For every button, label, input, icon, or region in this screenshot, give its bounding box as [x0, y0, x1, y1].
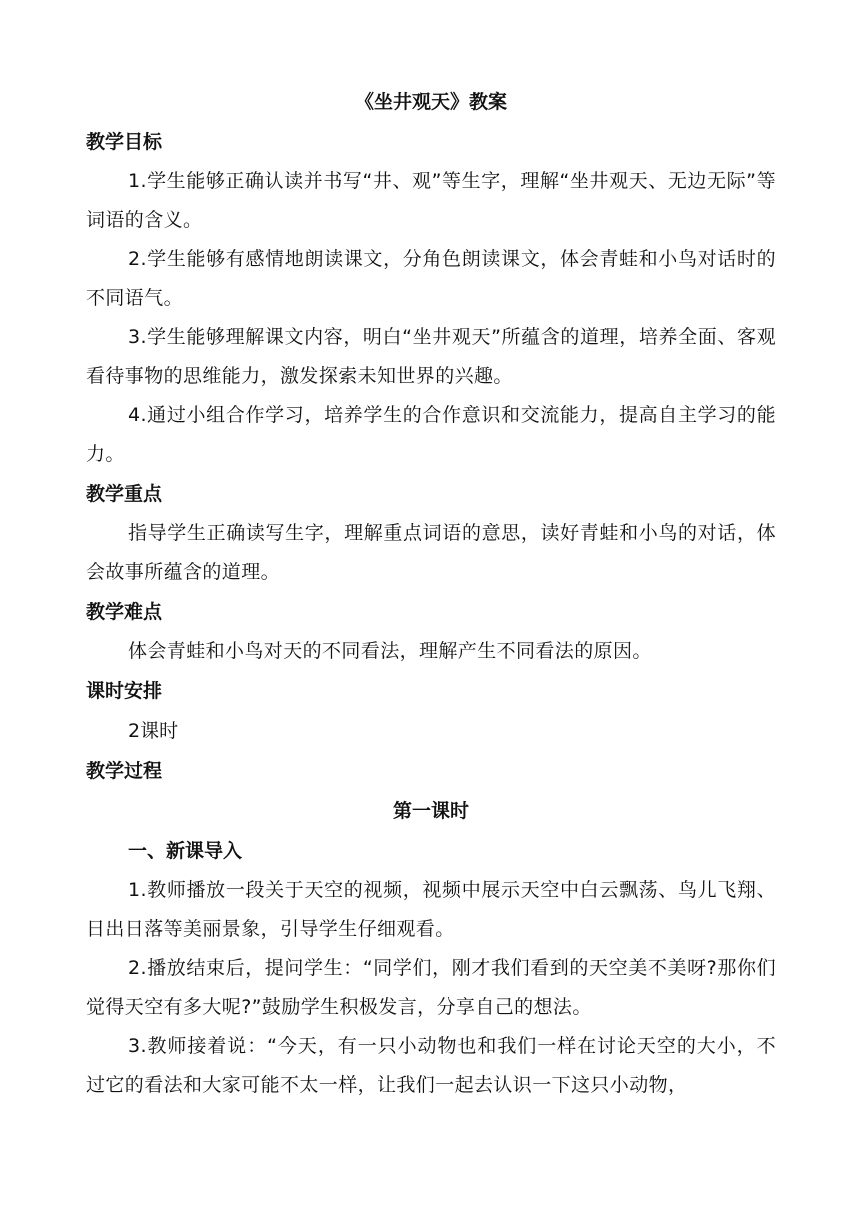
objective-item-3: 3.学生能够理解课文内容，明白“坐井观天”所蕴含的道理，培养全面、客观看待事物的思维能力，激发探索未知世界的兴趣。 [86, 326, 776, 387]
objectives-heading: 教学目标 [86, 131, 163, 153]
process-item-3: 3.教师接着说：“今天，有一只小动物也和我们一样在讨论天空的大小，不过它的看法和大家可能不太一样，让我们一起去认识一下这只小动物， [86, 1035, 776, 1096]
document-page [86, 82, 776, 1105]
key-points-text: 指导学生正确读写生字，理解重点词语的意思，读好青蛙和小鸟的对话，体会故事所蕴含的道理。 [86, 522, 776, 583]
objective-item-4: 4.通过小组合作学习，培养学生的合作意识和交流能力，提高自主学习的能力。 [86, 404, 776, 465]
lesson-title: 第一课时 [392, 800, 469, 822]
process-item-1: 1.教师播放一段关于天空的视频，视频中展示天空中白云飘荡、鸟儿飞翔、日出日落等美丽景象，引导学生仔细观看。 [86, 879, 776, 940]
schedule-text: 2课时 [128, 720, 179, 742]
objective-item-1: 1.学生能够正确认读并书写“井、观”等生字，理解“坐井观天、无边无际”等词语的含义。 [86, 170, 776, 231]
key-points-heading: 教学重点 [86, 483, 163, 505]
difficulties-text: 体会青蛙和小鸟对天的不同看法，理解产生不同看法的原因。 [128, 640, 652, 662]
process-heading: 教学过程 [86, 760, 163, 782]
objective-item-2: 2.学生能够有感情地朗读课文，分角色朗读课文，体会青蛙和小鸟对话时的不同语气。 [86, 248, 776, 309]
process-item-2: 2.播放结束后，提问学生：“同学们，刚才我们看到的天空美不美呀?那你们觉得天空有多大呢?”鼓励学生积极发言，分享自己的想法。 [86, 957, 776, 1018]
document-title: 《坐井观天》教案 [354, 91, 507, 113]
difficulties-heading: 教学难点 [86, 601, 163, 623]
part-title: 一、新课导入 [128, 840, 243, 862]
schedule-heading: 课时安排 [86, 680, 163, 702]
